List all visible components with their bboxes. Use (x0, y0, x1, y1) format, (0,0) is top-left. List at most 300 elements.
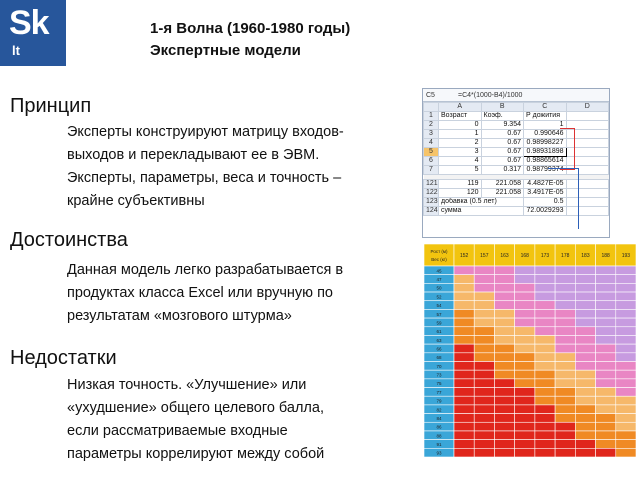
heatmap-cell (596, 448, 616, 457)
heatmap-cell (454, 275, 474, 284)
heatmap-cell (616, 327, 636, 336)
column-header (424, 103, 439, 112)
heatmap-cell (494, 344, 514, 353)
heatmap-cell (474, 275, 494, 284)
heatmap-cell (515, 396, 535, 405)
heatmap-cell (515, 353, 535, 362)
heatmap-cell (616, 353, 636, 362)
heatmap-column-label: 157 (480, 253, 489, 259)
heatmap-cell (555, 414, 575, 423)
heatmap-cell (494, 440, 514, 449)
heatmap-cell (535, 301, 555, 310)
heatmap-cell (555, 379, 575, 388)
table-cell: Р дожития (524, 112, 567, 121)
text-line: «ухудшение» общего целевого балла, (67, 400, 324, 416)
heatmap-cell (555, 318, 575, 327)
heatmap-cell (474, 344, 494, 353)
column-header: C (524, 103, 567, 112)
heatmap-column-label: 188 (601, 253, 610, 259)
heatmap-cell (555, 301, 575, 310)
heatmap-row-label: 77 (436, 389, 442, 395)
heatmap-cell (454, 344, 474, 353)
table-row (424, 207, 609, 216)
heatmap-cell (454, 422, 474, 431)
heatmap-cell (596, 327, 616, 336)
row-number: 121 (424, 180, 439, 189)
heatmap-cell (616, 396, 636, 405)
heatmap-cell (575, 370, 595, 379)
table-cell: Возраст (439, 112, 482, 121)
heatmap-cell (454, 388, 474, 397)
disadvantages-text (67, 374, 412, 466)
heatmap-cell (555, 396, 575, 405)
heatmap-cell (596, 422, 616, 431)
logo (0, 0, 66, 66)
page-subtitle: Экспертные модели (150, 42, 301, 59)
table-row (424, 198, 609, 207)
heading-principle: Принцип (10, 95, 92, 117)
heatmap-cell (616, 422, 636, 431)
heatmap-row-label: 91 (436, 441, 442, 447)
heatmap-cell (596, 414, 616, 423)
heatmap-cell (494, 318, 514, 327)
heatmap-cell (616, 414, 636, 423)
heatmap-row-label: 47 (436, 277, 442, 283)
heatmap-row-label: 84 (436, 415, 442, 421)
column-header: A (439, 103, 482, 112)
row-number: 5 (424, 148, 439, 157)
table-row (424, 139, 609, 148)
heatmap-cell (575, 405, 595, 414)
page-title: 1-я Волна (1960-1980 годы) (150, 20, 351, 37)
heatmap-grid (424, 244, 636, 457)
advantages-text (67, 259, 412, 328)
heatmap-cell (515, 414, 535, 423)
heatmap-cell (555, 431, 575, 440)
heatmap-row-label: 68 (436, 355, 442, 361)
heatmap-cell (474, 370, 494, 379)
heatmap-cell (454, 283, 474, 292)
table-row (424, 166, 609, 175)
heatmap-cell (575, 309, 595, 318)
text-line: параметры коррелируют между собой (67, 446, 325, 462)
heading-disadvantages: Недостатки (10, 347, 117, 369)
heatmap-cell (474, 422, 494, 431)
heatmap-cell (575, 431, 595, 440)
heatmap-cell (515, 440, 535, 449)
heatmap-cell (575, 327, 595, 336)
heatmap-cell (494, 335, 514, 344)
heatmap-cell (555, 422, 575, 431)
table-cell: 0.67 (481, 157, 524, 166)
heatmap-cell (535, 388, 555, 397)
heatmap-cell (575, 388, 595, 397)
heatmap-row-label: 73 (436, 372, 442, 378)
heatmap-cell (494, 422, 514, 431)
heatmap-cell (535, 362, 555, 371)
heatmap-cell (596, 379, 616, 388)
table-cell: 0.317 (481, 166, 524, 175)
heatmap-row-label: 93 (436, 450, 442, 456)
heatmap-cell (494, 275, 514, 284)
logo-main: Sk (9, 4, 49, 42)
heatmap-cell (535, 405, 555, 414)
heatmap-cell (616, 448, 636, 457)
heatmap-row-label: 59 (436, 320, 442, 326)
heatmap-cell (575, 335, 595, 344)
heatmap-cell (454, 448, 474, 457)
row-number: 123 (424, 198, 439, 207)
heatmap-cell (474, 431, 494, 440)
heatmap-cell (515, 405, 535, 414)
heatmap-cell (575, 414, 595, 423)
heatmap-cell (596, 309, 616, 318)
heatmap-row-label: 63 (436, 337, 442, 343)
heatmap-cell (555, 440, 575, 449)
heatmap-corner (424, 244, 454, 266)
text-line: крайне субъективны (67, 193, 205, 209)
table-cell: 0.67 (481, 148, 524, 157)
heatmap-cell (515, 448, 535, 457)
heatmap-column-label: 168 (520, 253, 529, 259)
heatmap-cell (474, 396, 494, 405)
heatmap-cell (616, 344, 636, 353)
heatmap-cell (535, 440, 555, 449)
heatmap-column-label: 178 (561, 253, 570, 259)
heatmap-cell (555, 370, 575, 379)
heatmap-cell (474, 362, 494, 371)
heatmap-cell (596, 344, 616, 353)
heatmap-cell (494, 292, 514, 301)
table-cell: 4.4827E-05 (524, 180, 567, 189)
row-number: 1 (424, 112, 439, 121)
heatmap-cell (535, 370, 555, 379)
heatmap-column-label: 183 (581, 253, 590, 259)
heatmap-cell (555, 362, 575, 371)
heatmap-cell (535, 448, 555, 457)
heatmap-cell (616, 301, 636, 310)
heatmap-cell (454, 370, 474, 379)
heatmap-cell (575, 318, 595, 327)
heatmap-cell (515, 370, 535, 379)
heatmap-cell (616, 388, 636, 397)
heatmap-cell (474, 292, 494, 301)
text-line: Эксперты конструируют матрицу входов- (67, 124, 344, 140)
heatmap-row-label: 79 (436, 398, 442, 404)
heatmap-cell (575, 283, 595, 292)
heatmap-cell (494, 362, 514, 371)
table-cell (566, 112, 609, 121)
heatmap-row-label: 61 (436, 329, 442, 335)
heatmap-cell (535, 318, 555, 327)
formula-text: =C4*(1000-B4)/1000 (458, 91, 523, 99)
heatmap-cell (555, 327, 575, 336)
heatmap-cell (515, 292, 535, 301)
heatmap-cell (474, 414, 494, 423)
heatmap-row-label: 52 (436, 294, 442, 300)
heatmap-corner-label: Вес (кг) (431, 257, 447, 262)
heatmap-row-label: 82 (436, 407, 442, 413)
formula-bar (423, 89, 609, 102)
table-cell: 0.990646 (524, 130, 567, 139)
heatmap-cell (555, 388, 575, 397)
heatmap-image (424, 244, 636, 457)
heatmap-cell (474, 448, 494, 457)
column-header: B (481, 103, 524, 112)
table-row (424, 130, 609, 139)
heatmap-cell (494, 353, 514, 362)
heatmap-cell (555, 283, 575, 292)
heatmap-cell (616, 318, 636, 327)
heatmap-cell (596, 353, 616, 362)
heatmap-cell (555, 292, 575, 301)
table-cell: 72.0029293 (524, 207, 567, 216)
spreadsheet-table (423, 102, 609, 216)
heatmap-cell (535, 414, 555, 423)
heatmap-row-label: 66 (436, 346, 442, 352)
heatmap-corner-label: Рост (м) (430, 249, 448, 254)
table-cell: 0.5 (524, 198, 567, 207)
cell-reference: C5 (426, 91, 435, 99)
table-cell: 119 (439, 180, 482, 189)
heatmap-cell (616, 266, 636, 275)
heatmap-cell (474, 327, 494, 336)
heatmap-cell (454, 362, 474, 371)
text-line: выходов и перекладывают ее в ЭВМ. (67, 147, 320, 163)
principle-text (67, 121, 412, 213)
heatmap-cell (535, 353, 555, 362)
heatmap-cell (616, 275, 636, 284)
heatmap-cell (555, 266, 575, 275)
heatmap-row-label: 88 (436, 433, 442, 439)
heatmap-cell (474, 388, 494, 397)
heatmap-cell (494, 266, 514, 275)
table-cell: 3 (439, 148, 482, 157)
heatmap-cell (454, 396, 474, 405)
heatmap-cell (515, 422, 535, 431)
heatmap-column-label: 152 (459, 253, 469, 259)
row-number: 4 (424, 139, 439, 148)
row-number: 3 (424, 130, 439, 139)
table-cell: 120 (439, 189, 482, 198)
heatmap-cell (575, 396, 595, 405)
heatmap-cell (575, 292, 595, 301)
heatmap-cell (474, 309, 494, 318)
table-cell: 4 (439, 157, 482, 166)
blue-bracket-arrow (548, 168, 579, 229)
heatmap-cell (575, 344, 595, 353)
heatmap-cell (535, 283, 555, 292)
row-number: 7 (424, 166, 439, 175)
heatmap-cell (515, 318, 535, 327)
heatmap-cell (474, 318, 494, 327)
heatmap-cell (596, 283, 616, 292)
heatmap-cell (515, 431, 535, 440)
heatmap-cell (616, 431, 636, 440)
table-cell: 1 (439, 130, 482, 139)
heatmap-row-label: 57 (436, 311, 442, 317)
row-number: 124 (424, 207, 439, 216)
text-line: продуктах класса Excel или вручную по (67, 285, 333, 301)
heatmap-cell (515, 379, 535, 388)
heatmap-cell (494, 405, 514, 414)
text-line: результатам «мозгового штурма» (67, 308, 292, 324)
heatmap-cell (575, 275, 595, 284)
heatmap-cell (515, 266, 535, 275)
heatmap-cell (494, 431, 514, 440)
table-cell: 0.98799374 (524, 166, 567, 175)
heatmap-cell (454, 335, 474, 344)
table-cell: 0.98865614 (524, 157, 567, 166)
table-cell: 0 (439, 121, 482, 130)
heatmap-cell (454, 440, 474, 449)
heatmap-cell (596, 396, 616, 405)
heatmap-cell (596, 440, 616, 449)
heatmap-cell (596, 266, 616, 275)
heatmap-cell (596, 405, 616, 414)
heatmap-cell (555, 448, 575, 457)
heatmap-cell (454, 327, 474, 336)
column-header-row (424, 103, 609, 112)
heatmap-cell (494, 379, 514, 388)
heatmap-cell (494, 370, 514, 379)
heatmap-cell (616, 309, 636, 318)
red-bracket-arrow (560, 128, 575, 170)
heatmap-cell (494, 283, 514, 292)
heatmap-cell (616, 292, 636, 301)
heatmap-row-label: 75 (436, 381, 442, 387)
table-cell: 1 (524, 121, 567, 130)
table-cell: сумма (439, 207, 524, 216)
heatmap-cell (494, 388, 514, 397)
heatmap-cell (596, 370, 616, 379)
table-cell: 221.058 (481, 189, 524, 198)
heatmap-cell (575, 353, 595, 362)
table-cell: 5 (439, 166, 482, 175)
table-cell: 0.98998227 (524, 139, 567, 148)
heatmap-cell (535, 275, 555, 284)
heatmap-cell (535, 379, 555, 388)
heatmap-cell (454, 309, 474, 318)
heatmap-cell (616, 379, 636, 388)
heatmap-cell (535, 422, 555, 431)
heatmap-cell (555, 344, 575, 353)
heatmap-cell (474, 301, 494, 310)
heatmap-cell (474, 405, 494, 414)
logo-sub: lt (12, 43, 20, 58)
heatmap-cell (454, 405, 474, 414)
heatmap-cell (454, 266, 474, 275)
heatmap-cell (535, 327, 555, 336)
table-row (424, 121, 609, 130)
table-row (424, 112, 609, 121)
heatmap-cell (454, 318, 474, 327)
heatmap-column-label: 163 (500, 253, 509, 259)
text-line: Низкая точность. «Улучшение» или (67, 377, 307, 393)
heatmap-cell (474, 440, 494, 449)
row-number: 122 (424, 189, 439, 198)
heatmap-cell (596, 431, 616, 440)
heatmap-cell (454, 414, 474, 423)
heatmap-cell (575, 448, 595, 457)
heatmap-cell (474, 379, 494, 388)
heatmap-cell (474, 283, 494, 292)
heatmap-cell (575, 301, 595, 310)
selected-cell: 0.98931898 (524, 148, 567, 157)
heatmap-row-label: 54 (436, 303, 442, 309)
heatmap-cell (494, 327, 514, 336)
heatmap-cell (515, 275, 535, 284)
heatmap-cell (494, 309, 514, 318)
heatmap-cell (494, 414, 514, 423)
column-header: D (566, 103, 609, 112)
heatmap-cell (515, 335, 535, 344)
heatmap-cell (515, 309, 535, 318)
table-cell: Коэф. (481, 112, 524, 121)
table-row-selected (424, 148, 609, 157)
heatmap-row-label: 86 (436, 424, 442, 430)
heatmap-cell (535, 344, 555, 353)
heatmap-row-label: 50 (436, 285, 442, 291)
text-line: если рассматриваемые входные (67, 423, 288, 439)
table-cell: 2 (439, 139, 482, 148)
heatmap-cell (474, 335, 494, 344)
heatmap-cell (535, 309, 555, 318)
row-number: 6 (424, 157, 439, 166)
heatmap-cell (515, 388, 535, 397)
heatmap-column-label: 173 (540, 253, 550, 259)
heatmap-cell (575, 379, 595, 388)
heatmap-cell (494, 396, 514, 405)
heatmap-cell (535, 266, 555, 275)
table-cell: 221.058 (481, 180, 524, 189)
heatmap-cell (575, 422, 595, 431)
heatmap-cell (454, 379, 474, 388)
heatmap-column-label: 193 (621, 253, 631, 259)
heatmap-cell (575, 362, 595, 371)
heatmap-cell (535, 431, 555, 440)
heatmap-cell (596, 292, 616, 301)
heatmap-cell (596, 335, 616, 344)
table-cell: 9.354 (481, 121, 524, 130)
heatmap-cell (616, 440, 636, 449)
heatmap-cell (535, 335, 555, 344)
heatmap-cell (596, 318, 616, 327)
heatmap-cell (454, 353, 474, 362)
heatmap-cell (474, 353, 494, 362)
heading-advantages: Достоинства (10, 229, 128, 251)
spreadsheet-image (422, 88, 610, 238)
heatmap-cell (515, 362, 535, 371)
heatmap-cell (515, 327, 535, 336)
heatmap-cell (596, 275, 616, 284)
heatmap-cell (454, 431, 474, 440)
row-number: 2 (424, 121, 439, 130)
heatmap-cell (616, 283, 636, 292)
heatmap-cell (555, 335, 575, 344)
heatmap-cell (616, 370, 636, 379)
heatmap-row-label: 70 (436, 363, 442, 369)
heatmap-cell (555, 405, 575, 414)
heatmap-cell (494, 301, 514, 310)
heatmap-cell (515, 283, 535, 292)
heatmap-cell (596, 388, 616, 397)
table-row (424, 180, 609, 189)
heatmap-cell (575, 440, 595, 449)
heatmap-cell (494, 448, 514, 457)
heatmap-cell (535, 396, 555, 405)
table-cell: добавка (0.5 лет) (439, 198, 524, 207)
